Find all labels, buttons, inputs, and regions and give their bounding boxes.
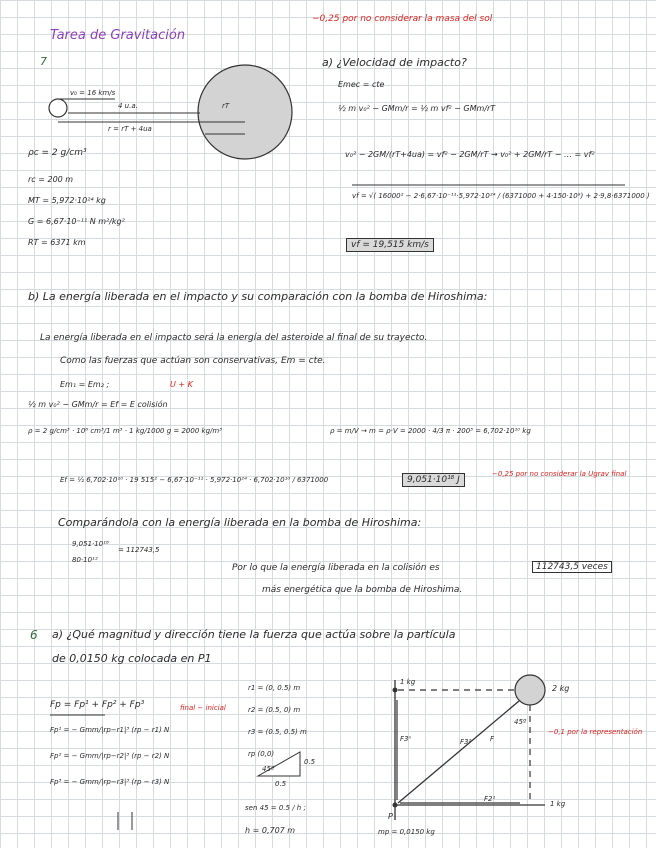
conclusion2: más energética que la bomba de Hiroshima. <box>262 585 463 595</box>
mass2-label: 2 kg <box>552 684 570 693</box>
mass3-label: 1 kg <box>550 800 566 808</box>
angle-label: 45º <box>514 718 527 726</box>
rp: rp (0,0) <box>248 750 275 758</box>
earth-radius-label: rT <box>222 102 230 110</box>
mass-calc: ρ = m/V → m = ρ·V = 2000 · 4/3 π · 200³ = 6,702·10¹⁰ kg <box>330 427 531 435</box>
fp3: Fp³ = − Gmm/|rp−r3|³ (rp − r3) N <box>50 778 170 786</box>
r1: r1 = (0, 0.5) m <box>248 684 301 692</box>
given-rc: rc = 200 m <box>28 175 74 184</box>
r3: r3 = (0.5, 0.5) m <box>248 728 307 736</box>
given-mt: MT = 5,972·10²⁴ kg <box>28 196 106 205</box>
distance-label: 4 u.a. <box>118 102 138 110</box>
part-b-title: b) La energía liberada en el impacto y su comparación con la bomba de Hiroshima: <box>28 290 488 303</box>
part-b-line1: La energía liberada en el impacto será la energía del asteroide al final de su trayecto. <box>40 333 428 343</box>
conclusion-box: 112743,5 veces <box>532 561 612 573</box>
p6-question2: de 0,0150 kg colocada en P1 <box>52 652 212 665</box>
fp1: Fp¹ = − Gmm/|rp−r1|³ (rp − r1) N <box>50 726 170 734</box>
ratio-den: 80·10¹² <box>72 556 98 564</box>
conclusion1: Por lo que la energía liberada en la colisión es <box>232 563 440 573</box>
sin-eq: sen 45 = 0.5 / h ; <box>245 804 306 812</box>
eq2: v₀² − 2GM/(rT+4ua) = vf² − 2GM/rT → v₀² + 2GM/rT − … = vf² <box>345 150 595 159</box>
fp2: Fp² = − Gmm/|rp−r2|³ (rp − r2) N <box>50 752 170 760</box>
problem6-number: 6 <box>30 628 38 642</box>
tri-base: 0.5 <box>275 780 287 788</box>
r2: r2 = (0.5, 0) m <box>248 706 301 714</box>
part-a-question: a) ¿Velocidad de impacto? <box>322 56 467 69</box>
f3-label: F2¹ <box>484 795 496 803</box>
radius-sum-label: r = rT + 4ua <box>108 125 152 133</box>
tri-side: 0.5 <box>304 758 316 766</box>
mp-label: mp = 0,0150 kg <box>378 828 435 836</box>
h-result: h = 0,707 m <box>245 826 296 835</box>
ef-calc: Ef = ½ 6,702·10¹⁰ · 19 515² − 6,67·10⁻¹¹ · 5,972·10²⁴ · 6,702·10¹⁰ / 6371000 <box>60 476 329 484</box>
tri-angle: 45º <box>262 765 275 773</box>
part-b-line2: Como las fuerzas que actúan son conservativas, Em = cte. <box>60 356 326 366</box>
p-label: P <box>388 812 393 821</box>
f1-label: F3ⁿ <box>400 735 412 743</box>
red-note-b: −0,25 por no considerar la Ugrav final <box>492 470 627 478</box>
ef-result: 9,051·10¹⁸ J <box>402 473 465 487</box>
eq1: ½ m v₀² − GMm/r = ½ m vf² − GMm/rT <box>338 104 496 113</box>
ratio-num: 9,051·10¹⁸ <box>72 540 109 548</box>
page-title: Tarea de Gravitación <box>50 28 186 43</box>
label-f: F <box>490 735 495 743</box>
fp-sum: Fp = Fp¹ + Fp² + Fp³ <box>50 700 145 710</box>
compare-text: Comparándola con la energía liberada en la bomba de Hiroshima: <box>58 516 422 529</box>
mass2-circle <box>515 675 545 705</box>
diagonal-force <box>398 701 519 803</box>
density-conv: ρ = 2 g/cm³ · 10⁶ cm³/1 m³ · 1 kg/1000 g = 2000 kg/m³ <box>28 427 222 435</box>
em-eq: Em₁ = Em₂ ; <box>60 380 110 389</box>
velocity-label: v₀ = 16 km/s <box>70 89 116 97</box>
asteroid-circle <box>49 99 67 117</box>
earth-circle <box>198 65 292 159</box>
result-vf: vf = 19,515 km/s <box>346 238 434 252</box>
eq3: vf = √( 16000² − 2·6,67·10⁻¹¹·5,972·10²⁴ / (6371000 + 4·150·10⁹) + 2·9,8·6371000 ) <box>352 192 650 200</box>
red-final: final − inicial <box>180 704 226 712</box>
red-note-p6: −0,1 por la representación <box>548 728 643 736</box>
p6-question1: a) ¿Qué magnitud y dirección tiene la fuerza que actúa sobre la partícula <box>52 628 456 641</box>
given-density: ρc = 2 g/cm³ <box>28 148 87 158</box>
red-uk: U + K <box>170 380 193 389</box>
f2-label: F3² <box>460 738 472 746</box>
energy-const: Emec = cte <box>338 80 385 89</box>
ratio-val: = 112743,5 <box>118 546 160 554</box>
eq-ef: ½ m v₀² − GMm/r = Ef = E colisión <box>28 400 168 409</box>
given-g: G = 6,67·10⁻¹¹ N m²/kg² <box>28 217 125 226</box>
red-note-top: −0,25 por no considerar la masa del sol <box>312 14 493 24</box>
mass1-label: 1 kg <box>400 678 416 686</box>
given-rt: RT = 6371 km <box>28 238 86 247</box>
problem-number: 7 <box>40 55 47 68</box>
